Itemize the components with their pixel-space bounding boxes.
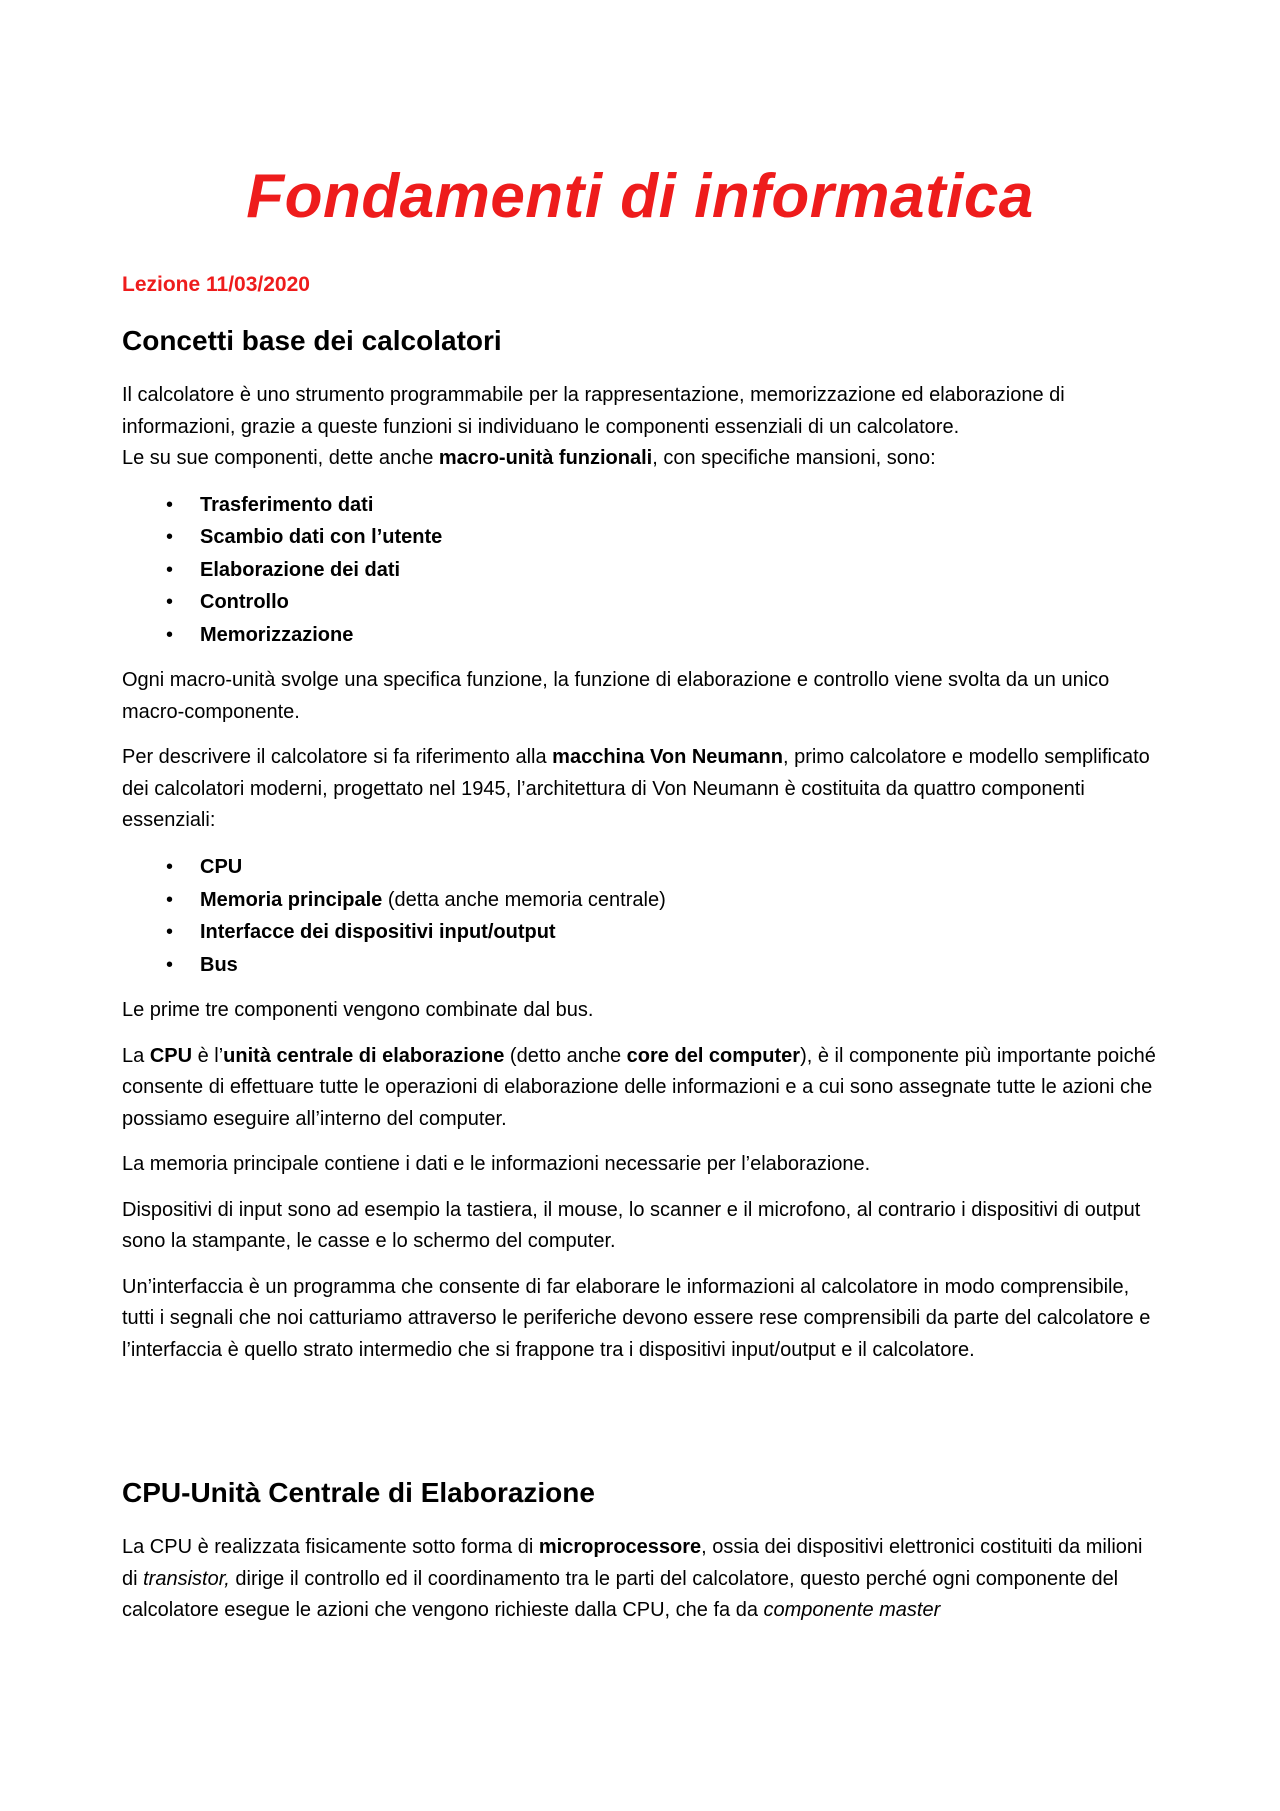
bullet-icon: • — [166, 623, 174, 646]
intro-line2-a: Le su sue componenti, dette anche — [122, 447, 439, 469]
list-item: • Elaborazione dei dati — [200, 554, 1158, 587]
von-neumann-components-list — [122, 851, 1158, 981]
interface-paragraph: Un’interfaccia è un programma che consente di far elaborare le informazioni al calcolatore in modo comprensibile, tutti i segnali che noi catturiamo attraverso le periferiche devono essere rese comprensibili da parte del calcolatore e l’interfaccia è quello strato intermedio che si frappone tra i dispositivi input/output e il calcolatore. — [122, 1275, 1151, 1361]
bullet-icon: • — [166, 493, 174, 516]
bullet-icon: • — [166, 953, 174, 976]
section-heading-concetti: Concetti base dei calcolatori — [122, 325, 502, 356]
intro-line2-bold: macro-unità funzionali — [438, 447, 653, 469]
list-item: • Controllo — [200, 586, 1158, 619]
list-item: • Bus — [200, 949, 1158, 982]
list-item: • Trasferimento dati — [200, 489, 1158, 522]
list-item: • Memoria principale (detta anche memoria centrale) — [200, 884, 1158, 917]
bullet-icon: • — [166, 591, 174, 614]
memory-paragraph: La memoria principale contiene i dati e le informazioni necessarie per l’elaborazione. — [122, 1153, 871, 1176]
devices-paragraph: Dispositivi di input sono ad esempio la tastiera, il mouse, lo scanner e il microfono, al contrario i dispositivi di output sono la stampante, le casse e lo schermo del computer. — [122, 1198, 1141, 1253]
intro-line1: Il calcolatore è uno strumento programmabile per la rappresentazione, memorizzazione ed elaborazione di informazioni, grazie a queste funzioni si individuano le componenti essenziali di un calcolatore. — [122, 384, 1065, 438]
lesson-date: Lezione 11/03/2020 — [122, 273, 310, 296]
bullet-icon: • — [166, 921, 174, 944]
bullet-icon: • — [166, 888, 174, 911]
intro-line2-c: , con specifiche mansioni, sono: — [652, 447, 936, 469]
cpu-paragraph: La CPU è l’unità centrale di elaborazione (detto anche core del computer), è il componente più importante poiché consente di effettuare tutte le operazioni di elaborazione delle informazioni e a cui sono assegnate tutte le azioni che possiamo eseguire all’interno del computer. — [122, 1044, 1156, 1130]
section-heading-cpu: CPU-Unità Centrale di Elaborazione — [122, 1477, 595, 1509]
list-item: • CPU — [200, 851, 1158, 884]
von-neumann-paragraph: Per descrivere il calcolatore si fa riferimento alla macchina Von Neumann, primo calcolatore e modello semplificato dei calcolatori moderni, progettato nel 1945, l’architettura di Von Neumann è costituita da quattro componenti essenziali: — [122, 746, 1150, 832]
list-item: • Memorizzazione — [200, 619, 1158, 652]
bullet-icon: • — [166, 558, 174, 581]
bus-paragraph: Le prime tre componenti vengono combinate dal bus. — [122, 999, 594, 1022]
macro-unit-paragraph: Ogni macro-unità svolge una specifica funzione, la funzione di elaborazione e controllo viene svolta da un unico macro-componente. — [122, 669, 1110, 723]
intro-paragraph — [122, 380, 1158, 475]
bullet-icon: • — [166, 526, 174, 549]
list-item: • Scambio dati con l’utente — [200, 521, 1158, 554]
bullet-icon: • — [166, 855, 174, 878]
list-item: • Interfacce dei dispositivi input/output — [200, 916, 1158, 949]
functional-units-list — [122, 489, 1158, 652]
page-title: Fondamenti di informatica — [246, 162, 1034, 231]
cpu-microprocessor-paragraph: La CPU è realizzata fisicamente sotto forma di microprocessore, ossia dei dispositivi elettronici costituiti da milioni di transistor, dirige il controllo ed il coordinamento tra le parti del calcolatore, questo perché ogni componente del calcolatore esegue le azioni che vengono richieste dalla CPU, che fa da componente master — [122, 1536, 1143, 1622]
